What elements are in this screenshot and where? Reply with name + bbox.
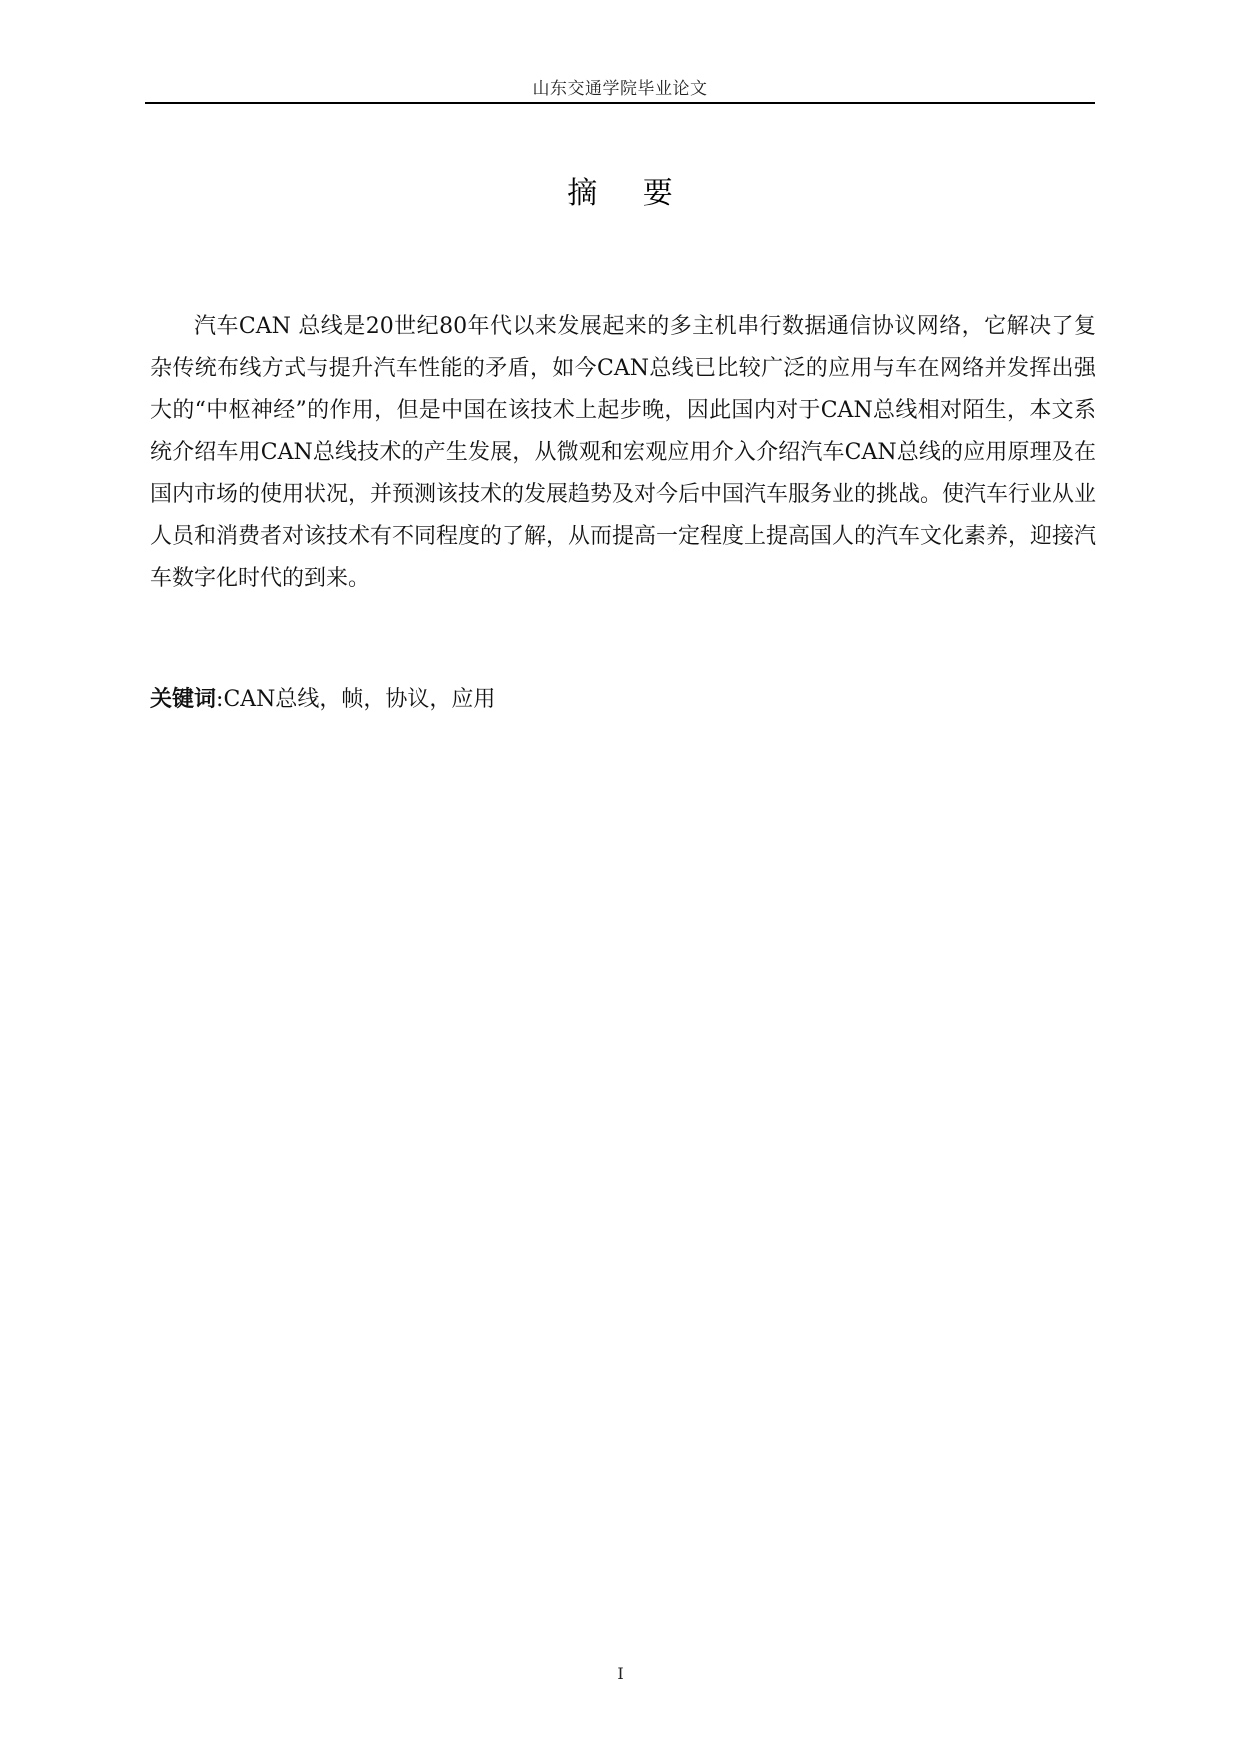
keywords-label: 关键词 (150, 687, 217, 712)
keywords-separator: : (216, 687, 224, 712)
abstract-title: 摘 要 (567, 176, 691, 211)
keywords-value: CAN总线，帧，协议，应用 (223, 687, 496, 712)
page-header: 山东交通学院毕业论文 (532, 79, 708, 99)
keywords-line (150, 679, 495, 721)
abstract-paragraph: 汽车CAN 总线是20世纪80年代以来发展起来的多主机串行数据通信协议网络，它解决了复杂传统布线方式与提升汽车性能的矛盾，如今CAN总线已比较广泛的应用与车在网络并发挥出强大的“中枢神经”的作用，但是中国在该技术上起步晚，因此国内对于CAN总线相对陌生，本文系统介绍车用CAN总线技术的产生发展，从微观和宏观应用介入介绍汽车CAN总线的应用原理及在国内市场的使用状况，并预测该技术的发展趋势及对今后中国汽车服务业的挑战。使汽车行业从业人员和消费者对该技术有不同程度的了解，从而提高一定程度上提高国人的汽车文化素养，迎接汽车数字化时代的到来。 (150, 314, 1097, 591)
page-number: I (617, 1664, 624, 1683)
header-divider (145, 102, 1095, 104)
